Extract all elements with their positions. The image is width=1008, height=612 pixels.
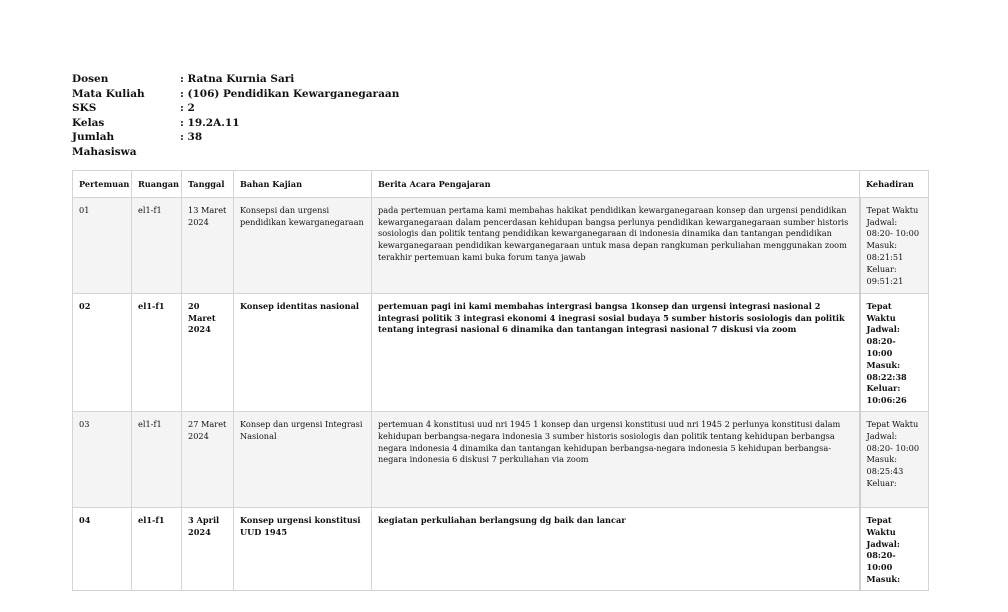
- kehadiran-status: Tepat Waktu: [866, 204, 919, 215]
- table-row: [73, 411, 929, 507]
- kehadiran-keluar-value: 09:51:21: [866, 275, 904, 286]
- cell-tanggal: 27 Maret 2024: [182, 411, 234, 507]
- cell-tanggal: 20 Maret 2024: [182, 293, 234, 411]
- info-value: : Ratna Kurnia Sari: [180, 73, 295, 85]
- kehadiran-jadwal-value: 08:20- 10:00: [866, 550, 896, 573]
- info-label: Jumlah Mahasiswa: [72, 131, 137, 158]
- info-value: : (106) Pendidikan Kewarganegaraan: [180, 87, 400, 100]
- cell-bahan-kajian: Konsep dan urgensi Integrasi Nasional: [234, 411, 372, 507]
- info-value: : 2: [180, 102, 195, 114]
- cell-ruangan: el1-f1: [132, 411, 182, 507]
- kehadiran-masuk-label: Masuk:: [866, 573, 901, 584]
- kehadiran-masuk-label: Masuk:: [866, 359, 901, 370]
- kehadiran-jadwal-value: 08:20- 10:00: [866, 228, 920, 239]
- cell-ruangan: el1-f1: [132, 293, 182, 411]
- cell-ruangan: el1-f1: [132, 197, 182, 293]
- cell-berita-acara: pertemuan pagi ini kami membahas intergrasi bangsa 1konsep dan urgensi integrasi nasional 2 integrasi politik 3 integrasi ekonomi 4 inegrasi sosial budaya 5 sumber historis sosiologis dan politik tentang integrasi nasional 6 dinamika dan tantangan integrasi nasional 7 diskusi via zoom: [372, 293, 860, 411]
- cell-kehadiran: [860, 293, 929, 411]
- kehadiran-jadwal-value: 08:20- 10:00: [866, 442, 920, 453]
- info-label: Mata Kuliah: [72, 87, 145, 100]
- info-value: : 19.2A.11: [180, 116, 240, 129]
- kehadiran-jadwal-label: Jadwal:: [866, 538, 900, 549]
- kehadiran-keluar-label: Keluar:: [866, 477, 897, 488]
- info-value: : 38: [180, 131, 203, 143]
- cell-pertemuan: 04: [73, 507, 132, 590]
- info-label: Kelas: [72, 116, 105, 129]
- kehadiran-jadwal-label: Jadwal:: [866, 324, 900, 335]
- cell-tanggal: 13 Maret 2024: [182, 197, 234, 293]
- cell-kehadiran: [860, 197, 929, 293]
- cell-bahan-kajian: Konsepsi dan urgensi pendidikan kewarganegaraan: [234, 197, 372, 293]
- cell-berita-acara: pertemuan 4 konstitusi uud nri 1945 1 konsep dan urgensi konstitusi uud nri 1945 2 perlunya konstitusi dalam kehidupan berbangsa-negara indonesia 3 sumber historis sosiologis dan politik tentang kehidupan berbangsa negara indonesia 4 dinamika dan tantangan kehidupan berbangsa-negara indonesia 5 kehidupan berbangsa-negara indonesia 6 diskusi 7 perkuliahan via zoom: [372, 411, 860, 507]
- kehadiran-masuk-label: Masuk:: [866, 454, 897, 465]
- column-header-kehadiran: Kehadiran: [860, 171, 929, 198]
- info-row-sks: [72, 101, 399, 116]
- kehadiran-masuk-value: 08:22:38: [866, 371, 907, 382]
- kehadiran-status: Tepat Waktu: [866, 418, 919, 429]
- table-header-row: [73, 171, 929, 198]
- kehadiran-status: Tepat Waktu: [866, 514, 896, 537]
- table-row: [73, 507, 929, 590]
- kehadiran-masuk-value: 08:21:51: [866, 251, 904, 262]
- cell-berita-acara: kegiatan perkuliahan berlangsung dg baik dan lancar: [372, 507, 860, 590]
- kehadiran-keluar-value: 10:06:26: [866, 395, 907, 406]
- column-header-ruangan: Ruangan: [132, 171, 182, 198]
- kehadiran-status: Tepat Waktu: [866, 300, 896, 323]
- column-header-tanggal: Tanggal: [182, 171, 234, 198]
- kehadiran-jadwal-value: 08:20- 10:00: [866, 336, 896, 358]
- kehadiran-jadwal-label: Jadwal:: [866, 430, 898, 441]
- info-row-mata-kuliah: [72, 87, 399, 102]
- course-info: [72, 72, 399, 159]
- info-row-dosen: [72, 72, 399, 87]
- info-label: SKS: [72, 102, 97, 114]
- kehadiran-keluar-label: Keluar:: [866, 263, 897, 274]
- cell-pertemuan: 03: [73, 411, 132, 507]
- table-row: [73, 293, 929, 411]
- kehadiran-masuk-label: Masuk:: [866, 240, 897, 251]
- info-row-kelas: [72, 116, 399, 131]
- cell-pertemuan: 01: [73, 197, 132, 293]
- cell-tanggal: 3 April 2024: [182, 507, 234, 590]
- cell-bahan-kajian: Konsep urgensi konstitusi UUD 1945: [234, 507, 372, 590]
- cell-berita-acara: pada pertemuan pertama kami membahas hakikat pendidikan kewarganegaraan konsep dan urgensi pendidikan kewarganegaraan dalam pencerdasan kehidupan bangsa perlunya pendidikan kewarganegaraan sumber historis sosiologis dan politik tentang pendidikan kewarganegaraan di indonesia dinamika dan tantangan pendidikan kewarganegaraan pendidikan kewarganegaraan untuk masa depan rangkuman perkuliahan menggunakan zoom terakhir pertemuan kami buka forum tanya jawab: [372, 197, 860, 293]
- kehadiran-jadwal-label: Jadwal:: [866, 216, 898, 227]
- kehadiran-masuk-value: 08:25:43: [866, 466, 904, 477]
- cell-kehadiran: [860, 507, 929, 590]
- column-header-bahan-kajian: Bahan Kajian: [234, 171, 372, 198]
- column-header-berita-acara: Berita Acara Pengajaran: [372, 171, 860, 198]
- cell-bahan-kajian: Konsep identitas nasional: [234, 293, 372, 411]
- table-row: [73, 197, 929, 293]
- cell-ruangan: el1-f1: [132, 507, 182, 590]
- cell-pertemuan: 02: [73, 293, 132, 411]
- cell-kehadiran: [860, 411, 929, 507]
- info-row-jumlah-mahasiswa: [72, 130, 399, 159]
- kehadiran-keluar-label: Keluar:: [866, 383, 901, 394]
- column-header-pertemuan: Pertemuan: [73, 171, 132, 198]
- info-label: Dosen: [72, 73, 109, 85]
- attendance-table: [72, 170, 929, 591]
